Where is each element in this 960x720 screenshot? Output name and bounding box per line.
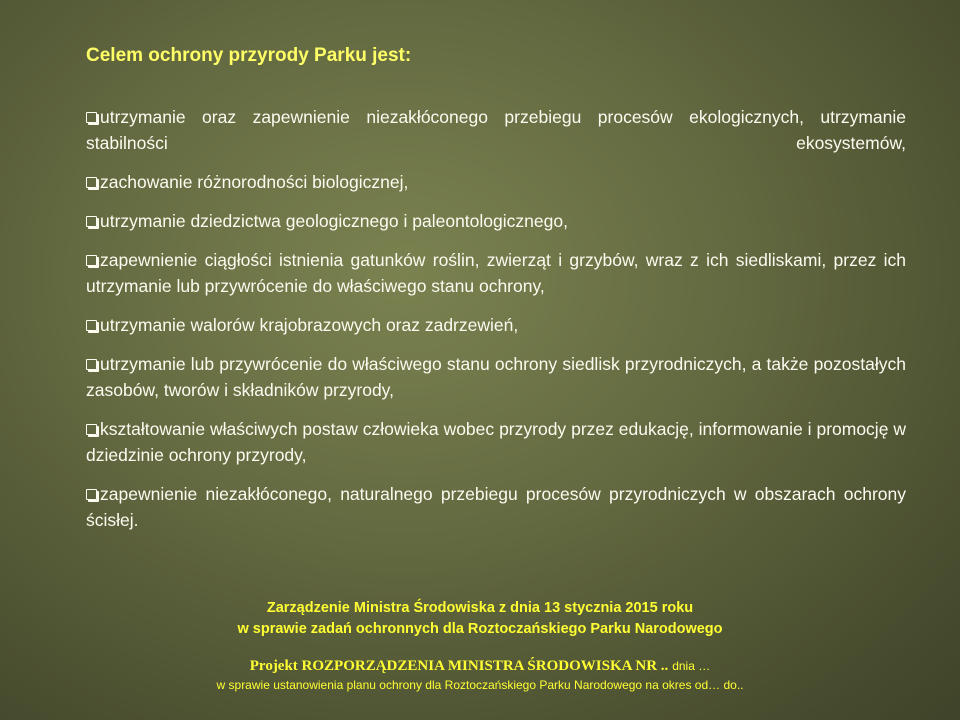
- checkbox-icon: [86, 424, 97, 435]
- bullet-text: zapewnienie ciągłości istnienia gatunków roślin, zwierząt i grzybów, wraz z ich siedliskami, przez ich utrzymanie lub przywrócenie do właściwego stanu ochrony,: [86, 250, 906, 296]
- footer-regulation-subject: w sprawie zadań ochronnych dla Roztoczańskiego Parku Narodowego: [237, 621, 723, 637]
- list-item: [86, 481, 906, 533]
- footer-project-date: dnia …: [672, 659, 711, 673]
- checkbox-icon: [86, 177, 97, 188]
- footer-source: [0, 598, 960, 694]
- footer-project-title: Projekt ROZPORZĄDZENIA MINISTRA ŚRODOWISKA NR ..: [249, 658, 669, 674]
- checkbox-icon: [86, 489, 97, 500]
- checkbox-icon: [86, 255, 97, 266]
- list-item: [86, 351, 906, 403]
- bullet-text: utrzymanie walorów krajobrazowych oraz zadrzewień,: [100, 315, 519, 335]
- checkbox-icon: [86, 112, 97, 123]
- bullet-list: [86, 104, 906, 546]
- checkbox-icon: [86, 216, 97, 227]
- footer-regulation-title: Zarządzenie Ministra Środowiska z dnia 13 stycznia 2015 roku: [266, 600, 694, 616]
- bullet-text: utrzymanie oraz zapewnienie niezakłóconego przebiegu procesów ekologicznych, utrzymanie stabilności ekosystemów,: [86, 107, 906, 153]
- list-item: [86, 416, 906, 468]
- list-item: [86, 312, 906, 338]
- checkbox-icon: [86, 359, 97, 370]
- list-item: [86, 208, 906, 234]
- footer-project-line: [0, 656, 960, 676]
- list-item: [86, 247, 906, 299]
- bullet-text: kształtowanie właściwych postaw człowieka wobec przyrody przez edukację, informowanie i promocję w dziedzinie ochrony przyrody,: [86, 419, 906, 465]
- list-item: [86, 104, 906, 156]
- footer-project-subject: w sprawie ustanowienia planu ochrony dla Roztoczańskiego Parku Narodowego na okres od… do..: [216, 678, 744, 692]
- bullet-text: zapewnienie niezakłóconego, naturalnego przebiegu procesów przyrodniczych w obszarach ochrony ścisłej.: [86, 484, 906, 530]
- checkbox-icon: [86, 320, 97, 331]
- bullet-text: utrzymanie dziedzictwa geologicznego i paleontologicznego,: [100, 211, 568, 231]
- slide-title: Celem ochrony przyrody Parku jest:: [86, 45, 412, 66]
- bullet-text: zachowanie różnorodności biologicznej,: [100, 172, 409, 192]
- bullet-text: utrzymanie lub przywrócenie do właściwego stanu ochrony siedlisk przyrodniczych, a także pozostałych zasobów, tworów i składników przyrody,: [86, 354, 906, 400]
- list-item: [86, 169, 906, 195]
